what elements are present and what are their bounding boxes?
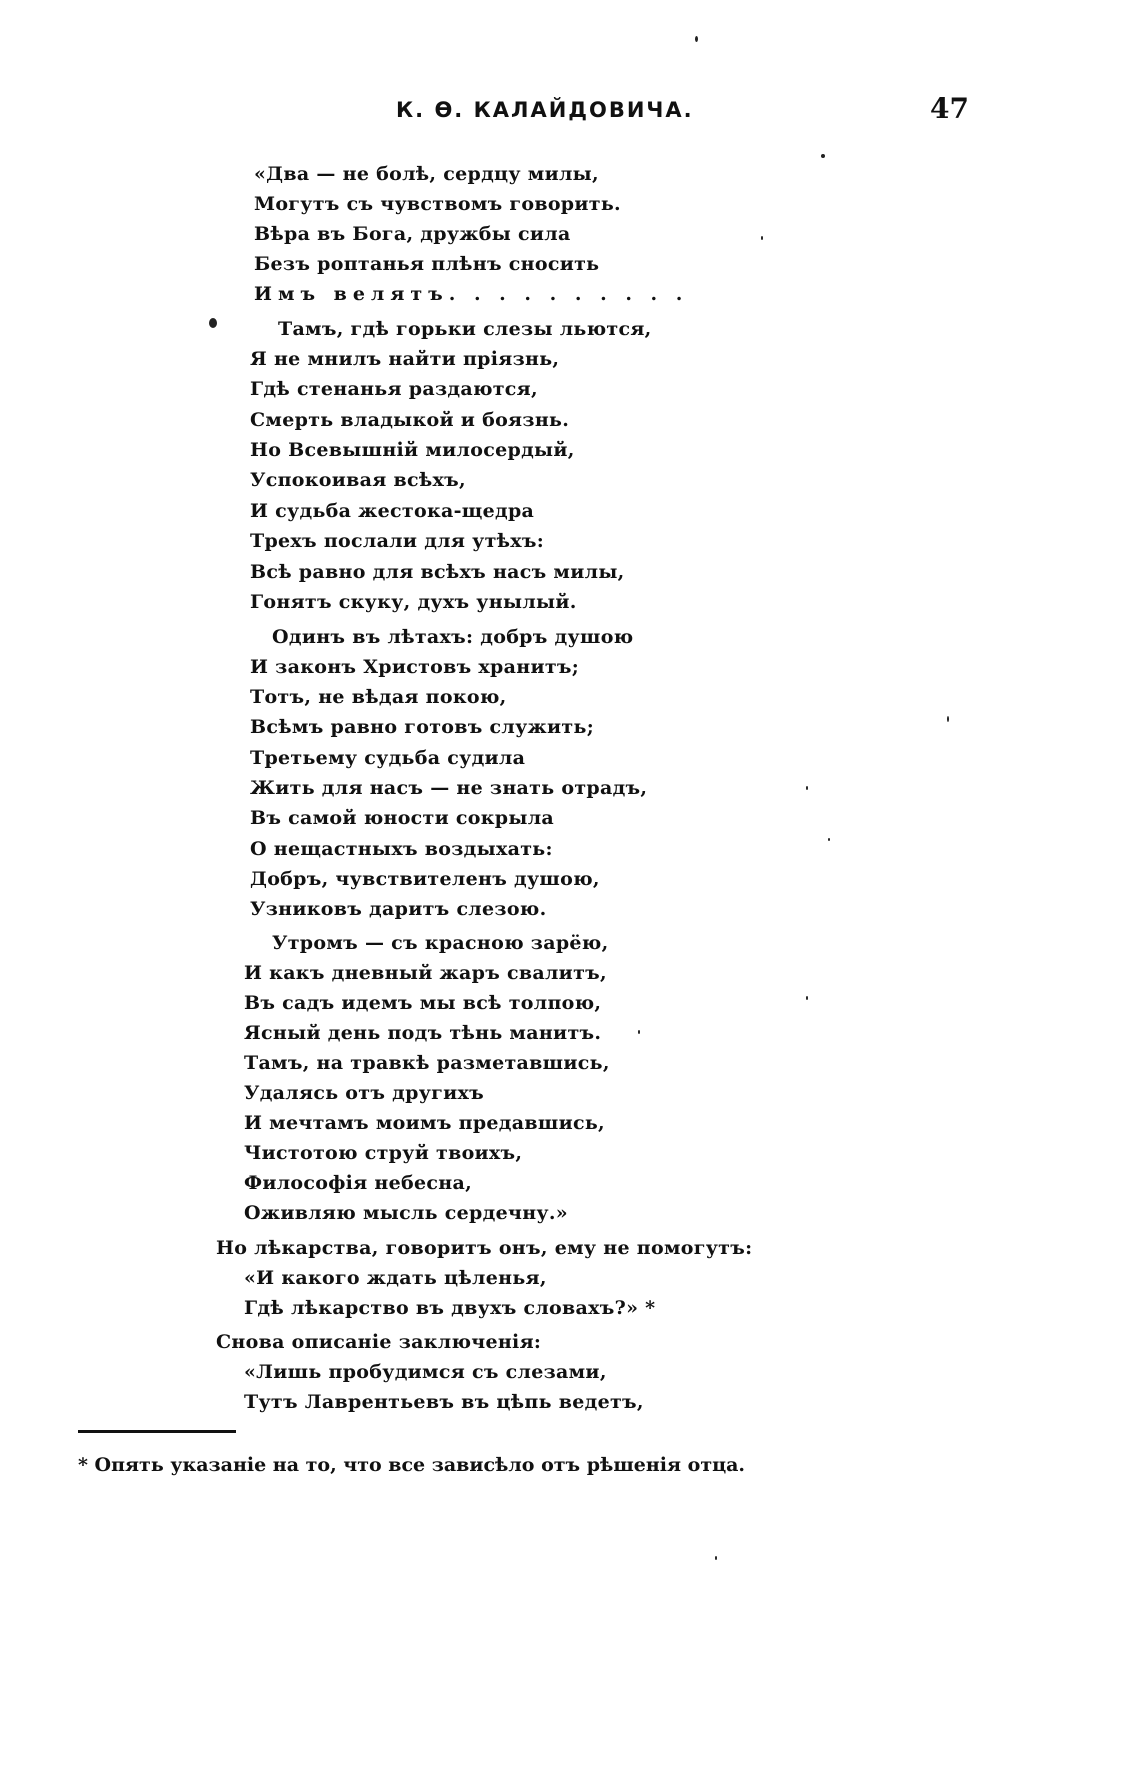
text-line: Гдѣ стенанья раздаются, xyxy=(250,378,538,400)
text-line: Тотъ, не вѣдая покою, xyxy=(250,686,507,708)
text-line: Утромъ — съ красною зарёю, xyxy=(272,932,609,954)
text-line: Чистотою струй твоихъ, xyxy=(244,1142,523,1164)
footnote: * Опять указаніе на то, что все зависѣло отъ рѣшенія отца. xyxy=(78,1454,746,1476)
scan-speck xyxy=(761,236,763,240)
text-line: И законъ Христовъ хранитъ; xyxy=(250,656,580,678)
scan-speck xyxy=(947,716,949,722)
text-line: Безъ роптанья плѣнъ сносить xyxy=(254,253,600,275)
page-header xyxy=(0,92,1140,134)
running-head: К. Ѳ. КАЛАЙДОВИЧА. xyxy=(396,98,694,122)
text-line: Одинъ въ лѣтахъ: добръ душою xyxy=(272,626,634,648)
scan-speck xyxy=(828,838,830,841)
text-line: Но лѣкарства, говоритъ онъ, ему не помогутъ: xyxy=(216,1237,753,1259)
text-line: И судьба жестока-щедра xyxy=(250,500,535,522)
text-line: Успокоивая всѣхъ, xyxy=(250,469,466,491)
page-number: 47 xyxy=(930,92,969,125)
text-line: И какъ дневный жаръ свалитъ, xyxy=(244,962,607,984)
text-line: Вѣра въ Бога, дружбы сила xyxy=(254,223,571,245)
scan-speck xyxy=(209,318,217,328)
text-line: «Лишь пробудимся съ слезами, xyxy=(244,1361,607,1383)
text-line: Смерть владыкой и боязнь. xyxy=(250,409,570,431)
text-line: Но Всевышній милосердый, xyxy=(250,439,575,461)
text-line: Я не мнилъ найти пріязнь, xyxy=(250,348,560,370)
text-line: Всѣмъ равно готовъ служить; xyxy=(250,716,595,738)
text-line: Гонятъ скуку, духъ унылый. xyxy=(250,591,577,613)
scan-speck xyxy=(638,1030,640,1034)
text-line: Тамъ, на травкѣ разметавшись, xyxy=(244,1052,610,1074)
text-line: Снова описаніе заключенія: xyxy=(216,1331,542,1353)
text-line: Третьему судьба судила xyxy=(250,747,526,769)
text-line: Узниковъ даритъ слезою. xyxy=(250,898,547,920)
text-line: Трехъ послали для утѣхъ: xyxy=(250,530,545,552)
scan-speck xyxy=(821,154,825,158)
scan-speck xyxy=(806,996,808,1000)
text-line: «Два — не болѣ, сердцу милы, xyxy=(254,163,599,185)
text-line: Тамъ, гдѣ горьки слезы льются, xyxy=(278,318,652,340)
text-line: Жить для насъ — не знать отрадъ, xyxy=(250,777,648,799)
text-line: Философія небесна, xyxy=(244,1172,472,1194)
text-line: О нещастныхъ воздыхать: xyxy=(250,838,553,860)
scan-speck xyxy=(715,1556,717,1560)
scan-speck xyxy=(695,36,698,42)
text-line: Добръ, чувствителенъ душою, xyxy=(250,868,600,890)
text-line: Оживляю мысль сердечну.» xyxy=(244,1202,568,1224)
text-line: Могутъ съ чувствомъ говорить. xyxy=(254,193,621,215)
footnote-rule xyxy=(78,1430,236,1433)
text-line: «И какого ждать цѣленья, xyxy=(244,1267,547,1289)
text-line: Тутъ Лаврентьевъ въ цѣпь ведетъ, xyxy=(244,1391,644,1413)
text-line: Имъ велятъ. . . . . . . . . . xyxy=(254,283,689,305)
text-line: Гдѣ лѣкарство въ двухъ словахъ?» * xyxy=(244,1297,656,1319)
text-line: Всѣ равно для всѣхъ насъ милы, xyxy=(250,561,625,583)
text-line: Въ садъ идемъ мы всѣ толпою, xyxy=(244,992,602,1014)
text-line: Удалясь отъ другихъ xyxy=(244,1082,484,1104)
text-line: Ясный день подъ тѣнь манитъ. xyxy=(244,1022,602,1044)
scan-speck xyxy=(806,786,808,790)
text-line: Въ самой юности сокрыла xyxy=(250,807,555,829)
text-line: И мечтамъ моимъ предавшись, xyxy=(244,1112,605,1134)
